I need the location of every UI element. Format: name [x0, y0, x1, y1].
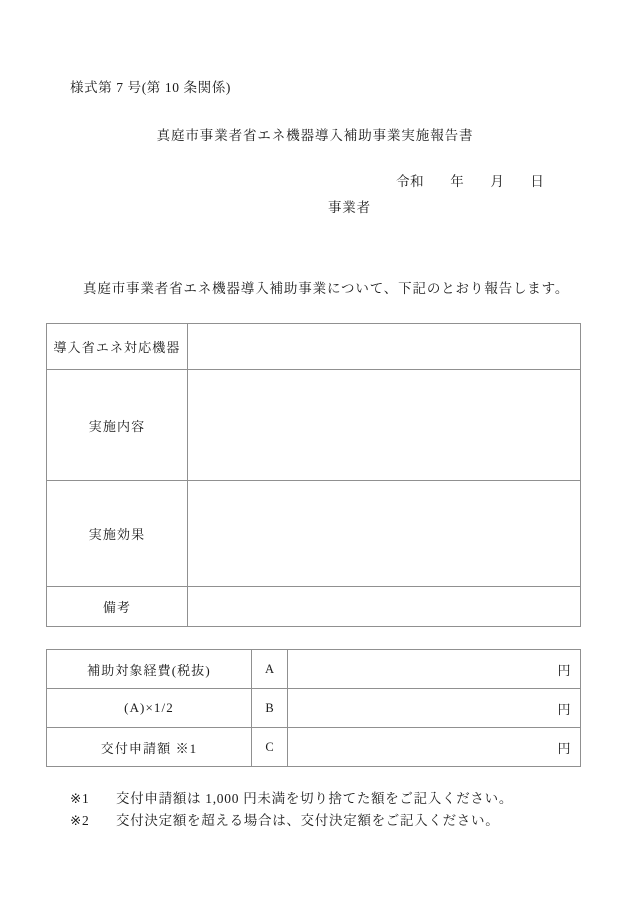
- date-line: [396, 170, 545, 190]
- table-row: [47, 370, 581, 481]
- cost-value-a[interactable]: 円: [288, 650, 581, 689]
- cost-calculation-table: [46, 649, 581, 767]
- cost-key-c: C: [252, 728, 288, 767]
- applicant-label: 事業者: [328, 200, 371, 215]
- footnote-2-mark: ※2: [70, 813, 90, 828]
- table-row: [47, 728, 581, 767]
- cost-value-c[interactable]: 円: [288, 728, 581, 767]
- row-label-equipment: 導入省エネ対応機器: [47, 324, 188, 370]
- table-row: [47, 324, 581, 370]
- cost-label-subsidy-target: 補助対象経費(税抜): [47, 650, 252, 689]
- row-value-remarks[interactable]: [188, 587, 581, 627]
- date-era-label: 令和: [396, 174, 425, 189]
- implementation-report-table: [46, 323, 581, 627]
- footnote-2: [70, 810, 513, 832]
- footnote-2-text: 交付決定額を超える場合は、交付決定額をご記入ください。: [116, 813, 500, 828]
- footnote-1: [70, 788, 513, 810]
- row-label-remarks: 備考: [47, 587, 188, 627]
- footnotes: [70, 788, 513, 832]
- date-year-label: 年: [450, 174, 465, 189]
- footnote-1-mark: ※1: [70, 791, 90, 806]
- date-day-label: 日: [530, 174, 545, 189]
- row-value-content[interactable]: [188, 370, 581, 481]
- cost-value-b[interactable]: 円: [288, 689, 581, 728]
- row-value-equipment[interactable]: [188, 324, 581, 370]
- table-row: [47, 481, 581, 587]
- cost-key-b: B: [252, 689, 288, 728]
- intro-paragraph: 真庭市事業者省エネ機器導入補助事業について、下記のとおり報告します。: [83, 281, 570, 296]
- row-label-effect: 実施効果: [47, 481, 188, 587]
- footnote-1-text: 交付申請額は 1,000 円未満を切り捨てた額をご記入ください。: [116, 791, 514, 806]
- table-row: [47, 587, 581, 627]
- row-value-effect[interactable]: [188, 481, 581, 587]
- page-title: 真庭市事業者省エネ機器導入補助事業実施報告書: [156, 128, 474, 143]
- row-label-content: 実施内容: [47, 370, 188, 481]
- cost-key-a: A: [252, 650, 288, 689]
- date-month-label: 月: [490, 174, 505, 189]
- cost-label-half: (A)×1/2: [47, 689, 252, 728]
- table-row: [47, 689, 581, 728]
- cost-label-application-amount: 交付申請額 ※1: [47, 728, 252, 767]
- form-number: 様式第 7 号(第 10 条関係): [70, 80, 231, 95]
- table-row: [47, 650, 581, 689]
